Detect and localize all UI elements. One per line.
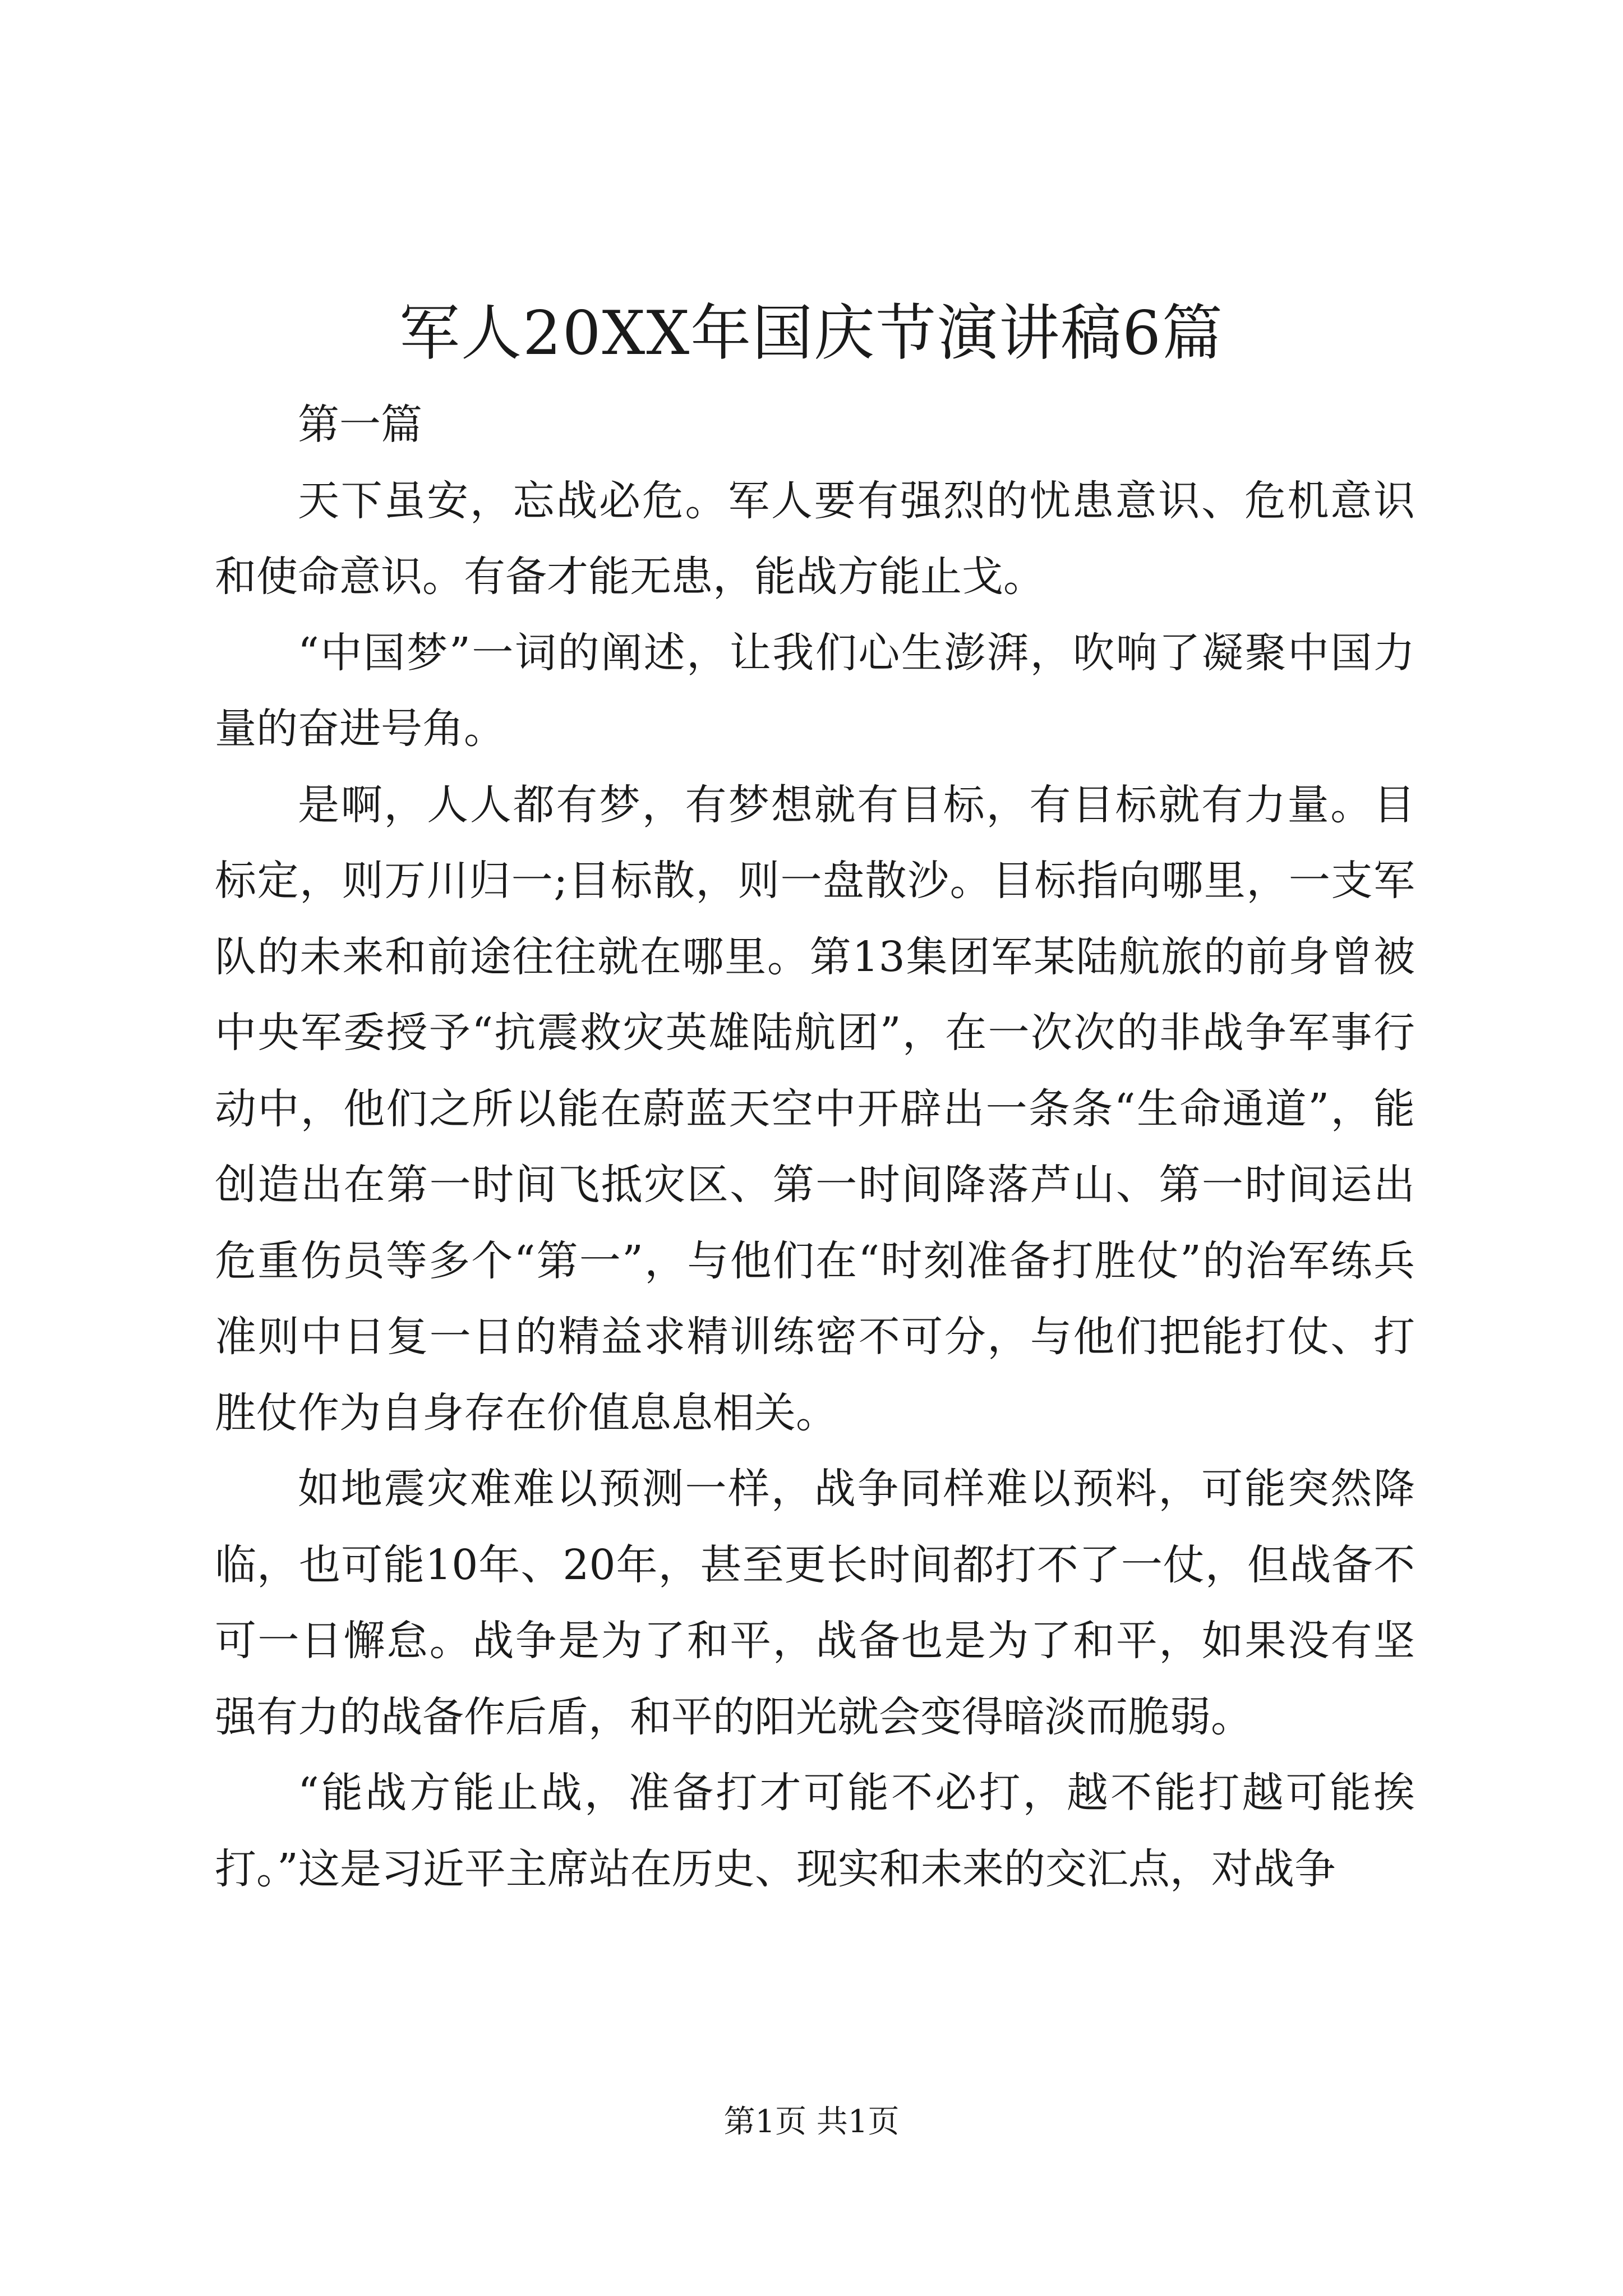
section-heading: 第一篇	[298, 401, 422, 449]
paragraph: 天下虽安，忘战必危。军人要有强烈的忧患意识、危机意识和使命意识。有备才能无患，能战方能止戈。	[215, 476, 1415, 601]
page-footer: 第1页 共1页	[723, 2104, 900, 2140]
paragraph: 是啊，人人都有梦，有梦想就有目标，有目标就有力量。目标定，则万川归一;目标散，则一盘散沙。目标指向哪里，一支军队的未来和前途往往就在哪里。第13集团军某陆航旅的前身曾被中央军委授予“抗震救灾英雄陆航团”，在一次次的非战争军事行动中，他们之所以能在蔚蓝天空中开辟出一条条“生命通道”，能创造出在第一时间飞抵灾区、第一时间降落芦山、第一时间运出危重伤员等多个“第一”，与他们在“时刻准备打胜仗”的治军练兵准则中日复一日的精益求精训练密不可分，与他们把能打仗、打胜仗作为自身存在价值息息相关。	[215, 780, 1415, 1437]
document-title: 军人20XX年国庆节演讲稿6篇	[399, 298, 1224, 369]
paragraph: “能战方能止战，准备打才可能不必打，越不能打越可能挨打。”这是习近平主席站在历史、现实和未来的交汇点，对战争	[215, 1769, 1415, 1893]
document-body	[215, 387, 1415, 1907]
paragraph: 如地震灾难难以预测一样，战争同样难以预料，可能突然降临，也可能10年、20年，甚至更长时间都打不了一仗，但战备不可一日懈怠。战争是为了和平，战备也是为了和平，如果没有坚强有力的战备作后盾，和平的阳光就会变得暗淡而脆弱。	[215, 1465, 1415, 1741]
paragraph: “中国梦”一词的阐述，让我们心生澎湃，吹响了凝聚中国力量的奋进号角。	[215, 628, 1415, 753]
